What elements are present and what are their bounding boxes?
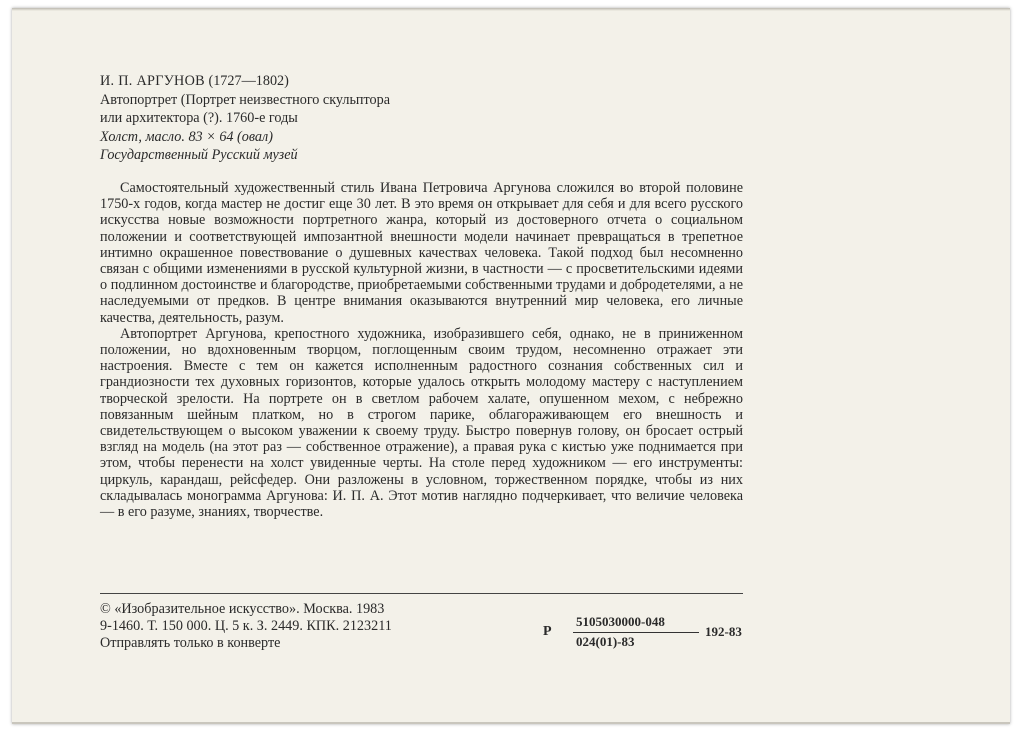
artwork-museum: Государственный Русский музей	[100, 147, 298, 163]
index-prefix: Р	[543, 624, 552, 639]
mailing-note: Отправлять только в конверте	[100, 635, 281, 651]
print-info-line: 9-1460. Т. 150 000. Ц. 5 к. З. 2449. КПК. 2123211	[100, 618, 392, 634]
index-fraction-bar	[573, 632, 699, 633]
postcard-back	[12, 8, 1010, 724]
author-name: И. П. АРГУНОВ	[100, 73, 205, 89]
imprint	[100, 601, 392, 652]
index-denominator: 024(01)-83	[576, 634, 635, 649]
author-years: (1727—1802)	[208, 73, 289, 89]
description-paragraph-2: Автопортрет Аргунова, крепостного художника, изобразившего себя, однако, не в приниженном положении, но вдохновенным творцом, поглощенным своим трудом, несомненно отражает эти настроения. Вместе с тем он кажется исполненным радостного сознания собственных сил и грандиозности тех духовных горизонтов, которые удалось открыть молодому мастеру с наступлением творческой зрелости. На портрете он в светлом рабочем халате, опушенном мехом, с небрежно повязанным шейным платком, но в строгом парике, облагораживающем его внешность и свидетельствующем о высоком уважении к своему труду. Быстро повернув голову, он бросает острый взгляд на модель (на этот раз — собственное отражение), а правая рука с кистью уже поднимается при этом, чтобы перенести на холст увиденные черты. На столе перед художником — его инструменты: циркуль, карандаш, рейсфедер. Они разложены в условном, торжественном порядке, чтобы из них складывалась монограмма Аргунова: И. П. А. Этот мотив наглядно подчеркивает, что величие человека — в его разуме, знаниях, творчестве.	[100, 325, 743, 521]
artwork-caption	[100, 72, 390, 165]
index-numerator: 5105030000-048	[576, 614, 665, 629]
artwork-title-line1: Автопортрет (Портрет неизвестного скульптора	[100, 91, 391, 108]
description-paragraph-1: Самостоятельный художественный стиль Ивана Петровича Аргунова сложился во второй половине 1750-х годов, когда мастер не достиг еще 30 лет. В это время он открывает для себя и для всего русского искусства новые возможности портретного жанра, который из достоверного отчета о социальном положении и соответствующей импозантной внешности модели начинает превращаться в трепетное интимно окрашенное повествование о душевных качествах человека. Такой подход был несомненно связан с общими изменениями в русской культурной жизни, в частности — с просветительскими идеями о подлинном достоинстве и благородстве, приобретаемыми собственными трудами и добродетелями, а не наследуемыми от предков. В центре внимания оказываются внутренний мир человека, его личные качества, деятельность, разум.	[100, 180, 743, 326]
artwork-title-line2: или архитектора (?). 1760-е годы	[100, 110, 298, 126]
footer-divider	[100, 593, 743, 594]
publisher-line: © «Изобразительное искусство». Москва. 1983	[100, 601, 385, 617]
artwork-medium: Холст, масло. 83 × 64 (овал)	[100, 128, 273, 145]
description-text	[100, 180, 743, 520]
author-line	[100, 72, 390, 91]
index-code: 192-83	[705, 624, 742, 639]
